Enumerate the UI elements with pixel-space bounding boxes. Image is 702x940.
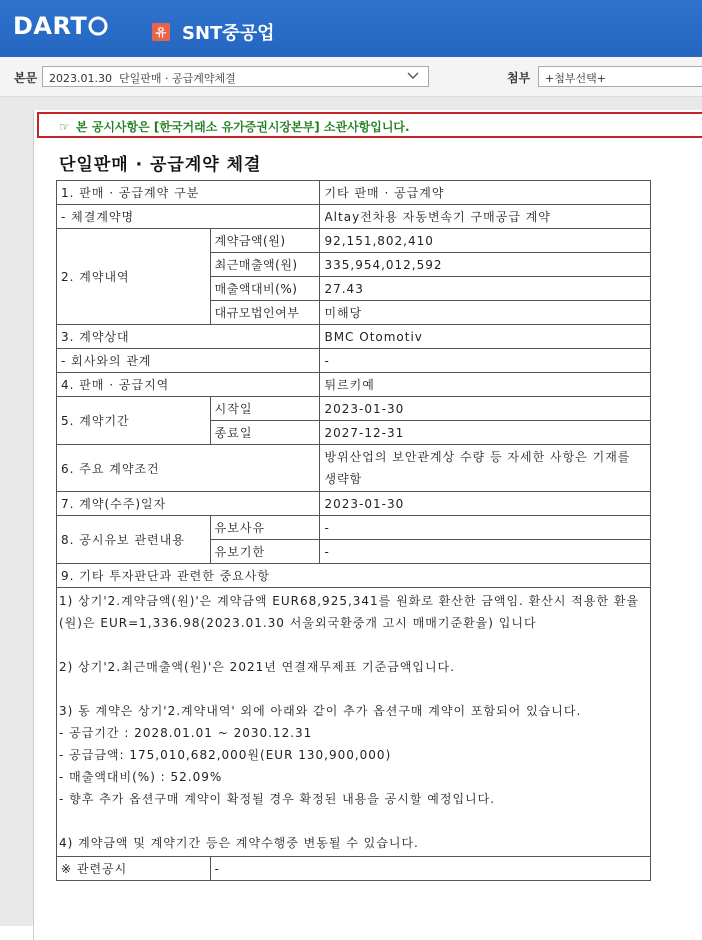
company-header (152, 19, 274, 45)
sub-label: 최근매출액(원) (210, 253, 320, 277)
report-select-bar (0, 57, 702, 97)
jurisdiction-notice (37, 112, 702, 138)
row-label: 4. 판매 · 공급지역 (57, 373, 320, 397)
report-dropdown-value: 2023.01.30 단일판매 · 공급계약체결 (49, 72, 236, 85)
sub-label: 계약금액(원) (210, 229, 320, 253)
table-row (57, 397, 651, 421)
row-value: 방위산업의 보안관계상 수량 등 자세한 사항은 기재를 생략함 (320, 445, 651, 492)
row-label: 3. 계약상대 (57, 325, 320, 349)
etc-line: - 공급금액: 175,010,682,000원(EUR 130,900,000) (59, 748, 392, 762)
row-value: 기타 판매 · 공급계약 (320, 181, 651, 205)
table-row (57, 857, 651, 881)
row-value: 미해당 (320, 301, 651, 325)
row-label: 6. 주요 계약조건 (57, 445, 320, 492)
logo-text: DART (13, 12, 88, 40)
sub-label: 매출액대비(%) (210, 277, 320, 301)
row-label: 2. 계약내역 (57, 229, 211, 325)
etc-line: 1) 상기'2.계약금액(원)'은 계약금액 EUR68,925,341를 원화로 환산한 금액임. 환산시 적용한 환율(원)은 EUR=1,336.98(2023.01.30 서울외국환중개 고시 매매기준환율) 입니다 (59, 594, 640, 630)
etc-line (59, 810, 648, 832)
table-row (57, 373, 651, 397)
logo-swoosh-icon (88, 16, 108, 36)
etc-line: - 향후 추가 옵션구매 계약이 확정될 경우 확정된 내용을 공시할 예정입니다. (59, 792, 496, 806)
attach-dropdown[interactable] (538, 66, 702, 87)
table-row (57, 325, 651, 349)
row-label: 5. 계약기간 (57, 397, 211, 445)
table-row (57, 516, 651, 540)
notice-text: 본 공시사항은 [한국거래소 유가증권시장본부] 소관사항입니다. (75, 120, 410, 134)
table-row (57, 181, 651, 205)
row-value: BMC Otomotiv (320, 325, 651, 349)
row-label: 7. 계약(수주)일자 (57, 492, 320, 516)
row-value: 335,954,012,592 (320, 253, 651, 277)
attach-label: 첨부 (507, 71, 531, 85)
table-row (57, 229, 651, 253)
company-name[interactable]: SNT중공업 (182, 23, 275, 44)
row-label: 9. 기타 투자판단과 관련한 중요사항 (57, 564, 651, 588)
sub-label: 대규모법인여부 (210, 301, 320, 325)
document-viewer (0, 97, 702, 926)
top-header (0, 0, 702, 57)
table-row (57, 588, 651, 857)
table-row (57, 445, 651, 492)
dart-logo[interactable] (13, 12, 108, 40)
sub-label: 유보사유 (210, 516, 320, 540)
pointing-hand-icon: ☞ (59, 120, 70, 134)
sub-label: 시작일 (210, 397, 320, 421)
row-value: 튀르키예 (320, 373, 651, 397)
row-label: 8. 공시유보 관련내용 (57, 516, 211, 564)
row-value: 2027-12-31 (320, 421, 651, 445)
row-value: Altay전차용 자동변속기 구매공급 계약 (320, 205, 651, 229)
table-row (57, 205, 651, 229)
sub-label: 종료일 (210, 421, 320, 445)
row-value: - (210, 857, 650, 881)
sub-label: 유보기한 (210, 540, 320, 564)
etc-line: - 공급기간 : 2028.01.01 ~ 2030.12.31 (59, 726, 313, 740)
etc-line: 4) 계약금액 및 계약기간 등은 계약수행중 변동될 수 있습니다. (59, 836, 419, 850)
etc-line: 3) 동 계약은 상기'2.계약내역' 외에 아래와 같이 추가 옵션구매 계약이 포함되어 있습니다. (59, 704, 582, 718)
row-value: 2023-01-30 (320, 397, 651, 421)
row-value: 92,151,802,410 (320, 229, 651, 253)
row-value: 2023-01-30 (320, 492, 651, 516)
etc-line: 2) 상기'2.최근매출액(원)'은 2021년 연결재무제표 기준금액입니다. (59, 660, 455, 674)
table-row (57, 564, 651, 588)
row-label: ※ 관련공시 (57, 857, 211, 881)
row-label: 1. 판매 · 공급계약 구분 (57, 181, 320, 205)
table-row (57, 349, 651, 373)
row-label: - 체결계약명 (57, 205, 320, 229)
document-title: 단일판매 · 공급계약 체결 (59, 155, 262, 175)
report-dropdown[interactable] (42, 66, 429, 87)
etc-line: - 매출액대비(%) : 52.09% (59, 770, 223, 784)
etc-matters-text (57, 588, 651, 857)
market-badge: 유 (152, 23, 170, 41)
row-value: - (320, 540, 651, 564)
row-value: - (320, 516, 651, 540)
table-row (57, 492, 651, 516)
document-page (33, 110, 702, 940)
row-value: 27.43 (320, 277, 651, 301)
chevron-down-icon (406, 69, 420, 83)
etc-line (59, 634, 648, 656)
attach-dropdown-value: +첨부선택+ (545, 72, 606, 85)
etc-line (59, 678, 648, 700)
disclosure-table (56, 180, 651, 881)
report-label: 본문 (14, 71, 38, 85)
row-label: - 회사와의 관계 (57, 349, 320, 373)
row-value: - (320, 349, 651, 373)
